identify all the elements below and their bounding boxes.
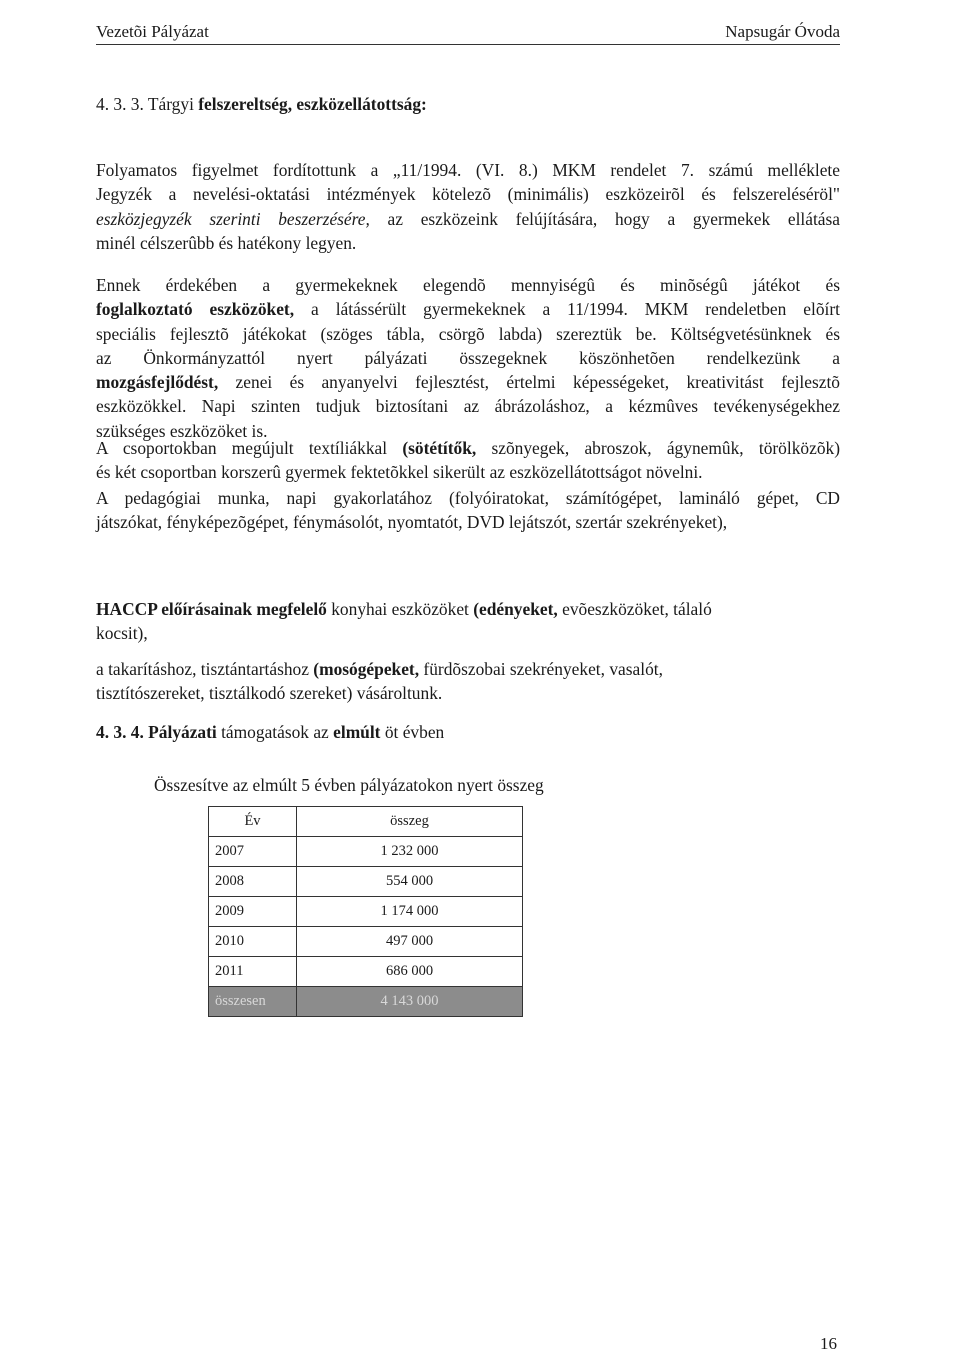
summary-caption: Összesítve az elmúlt 5 évben pályázatokon nyert összeg (154, 775, 544, 795)
table-row: 2008 554 000 (209, 867, 523, 897)
header-year: Év (209, 807, 297, 837)
table-row: 2010 497 000 (209, 927, 523, 957)
header-left: Vezetõi Pályázat (96, 22, 209, 41)
section-heading-434: 4. 3. 4. Pályázati támogatások az elmúlt öt évben (96, 722, 445, 742)
table-total-row (209, 987, 523, 1017)
header-amount: összeg (297, 807, 523, 837)
table-row: 2011 686 000 (209, 957, 523, 987)
section-heading-433: 4. 3. 3. Tárgyi felszereltség, eszközellátottság: (96, 94, 427, 114)
paragraph-2: Ennek érdekében a gyermekeknek elegendõ mennyiségû és minõségû játékot és foglalkoztató eszközöket, a látássérült gyermekeknek a 11/1994. MKM rendeletben elõírt speciális fejlesztõ játékokat (szöges tábla, csörgõ labda) szereztük be. Költségvetésünknek és az Önkormányzattól nyert pályázati összegeknek köszönhetõen rendelkezünk a mozgásfejlődést, zenei és anyanyelvi fejlesztést, értelmi képességeket, kreativitást fejlesztõ eszközökkel. Napi szinten tudjuk biztosítani az ábrázoláshoz, a kézmûves tevékenységekhez szükséges eszközöket is. (96, 275, 841, 441)
paragraph-4: A pedagógiai munka, napi gyakorlatához (folyóiratokat, számítógépet, lamináló gépet, CD játszókat, fényképezõgépet, fénymásolót, nyomtatót, DVD lejátszót, szertár szekrényeket), (96, 488, 840, 533)
paragraph-5: HACCP előírásainak megfelelő konyhai eszközöket (edényeket, evõeszközöket, tálaló kocsit), a takarításhoz, tisztántartáshoz (mosógépeket, fürdõszobai szekrényeket, vasalót, tisztítószereket, tisztálkodó szereket) vásároltunk. (96, 599, 712, 703)
page-header (96, 22, 840, 45)
total-amount: 4 143 000 (297, 987, 523, 1017)
paragraph-1: Folyamatos figyelmet fordítottunk a „11/1994. (VI. 8.) MKM rendelet 7. számú melléklete Jegyzék a nevelési-oktatási intézmények kötelezõ (minimális) eszközeirõl és felszereléséröl" eszközjegyzék szerinti beszerzésére, az eszközeink felújítására, hogy a gyermekek ellátása minél célszerûbb és hatékony legyen. (96, 160, 840, 253)
header-right: Napsugár Óvoda (725, 22, 840, 41)
table-row: 2007 1 232 000 (209, 837, 523, 867)
grants-summary-table (208, 806, 523, 1017)
table-row: 2009 1 174 000 (209, 897, 523, 927)
page-number: 16 (820, 1334, 837, 1353)
total-label: összesen (209, 987, 297, 1017)
table-header-row (209, 807, 523, 837)
paragraph-3: A csoportokban megújult textíliákkal (sötétítők, szõnyegek, abroszok, ágynemûk, törölközõk) és két csoportban korszerû gyermek fektetõkkel sikerült az eszközellátottságot növelni. (96, 438, 840, 483)
